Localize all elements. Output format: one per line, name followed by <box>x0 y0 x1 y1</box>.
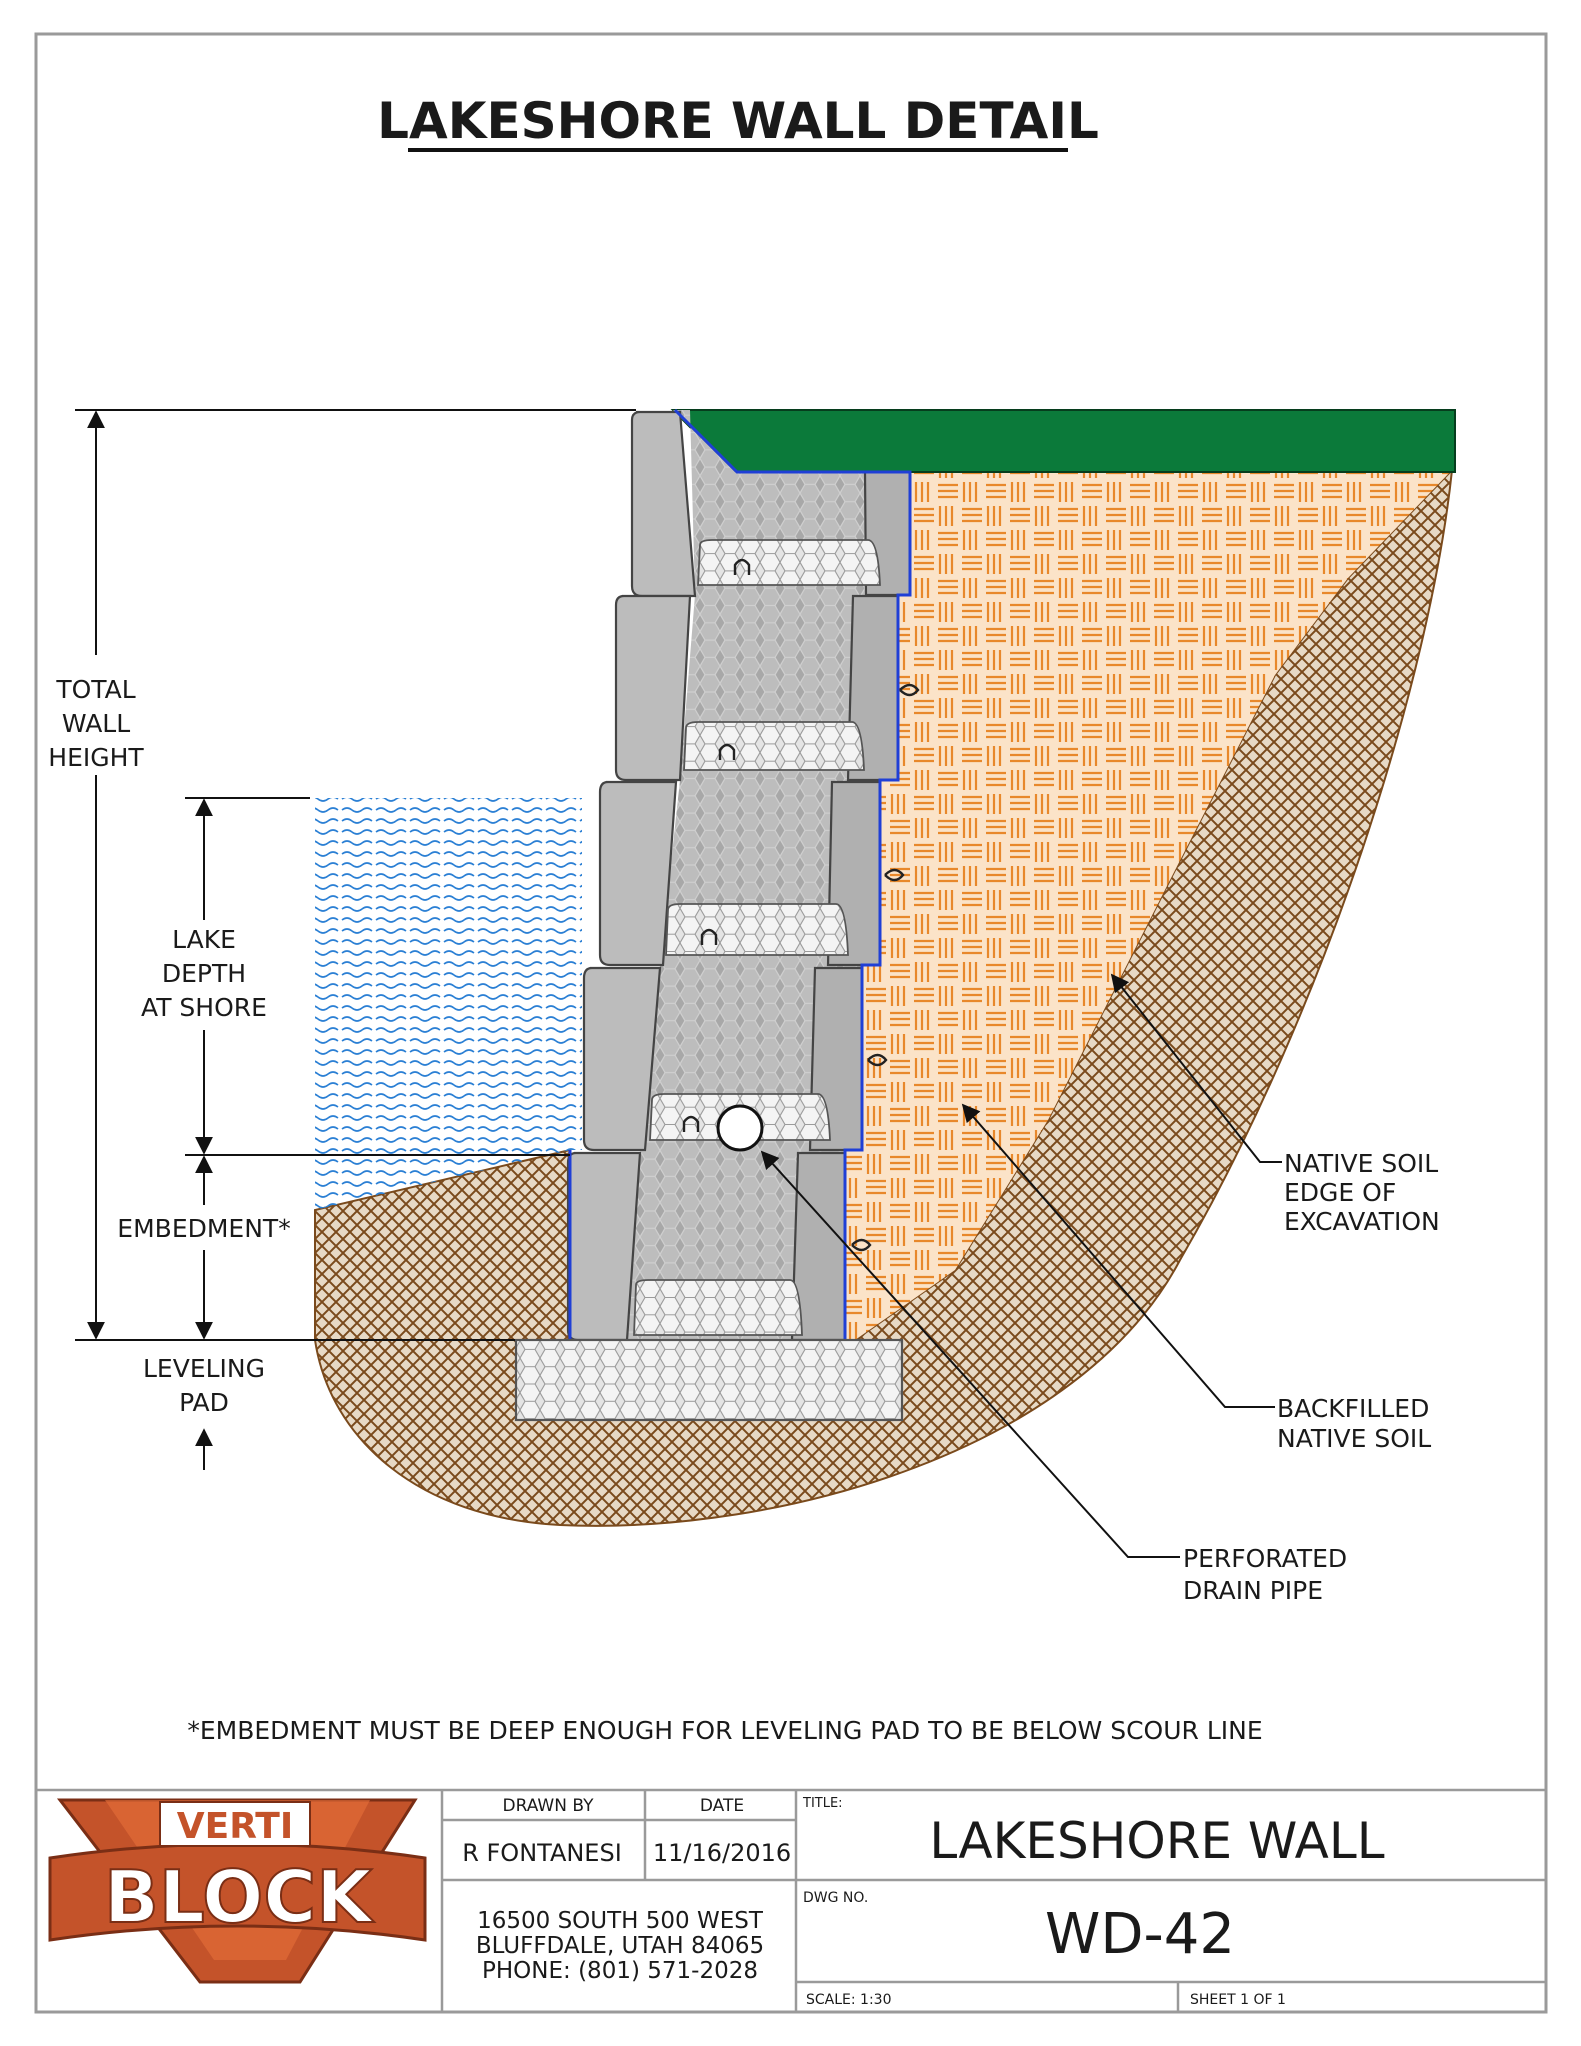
label-line: LAKE <box>172 925 236 954</box>
drawn-by-value: R FONTANESI <box>462 1839 622 1867</box>
dwg-no-label: DWG NO. <box>803 1890 869 1906</box>
label-line: BACKFILLED <box>1277 1394 1430 1423</box>
drawing-title: LAKESHORE WALL DETAIL <box>377 92 1099 150</box>
perforated-drain-pipe-label <box>1183 1544 1347 1605</box>
grass-top <box>673 410 1455 472</box>
date-label: DATE <box>699 1796 745 1816</box>
label-line: HEIGHT <box>48 743 144 772</box>
label-line: LEVELING <box>143 1354 265 1383</box>
logo-top-text: VERTI <box>176 1806 294 1847</box>
scale-text: SCALE: 1:30 <box>806 1992 892 2008</box>
lake-water <box>315 798 582 1210</box>
address-line: BLUFFDALE, UTAH 84065 <box>475 1933 765 1959</box>
embedment-footnote: *EMBEDMENT MUST BE DEEP ENOUGH FOR LEVELING PAD TO BE BELOW SCOUR LINE <box>187 1716 1263 1745</box>
label-line: WALL <box>61 709 131 738</box>
label-line: PAD <box>179 1388 229 1417</box>
label-line: AT SHORE <box>141 993 267 1022</box>
label-line: DRAIN PIPE <box>1183 1576 1324 1605</box>
label-line: EXCAVATION <box>1284 1207 1440 1236</box>
dwg-no-value: WD-42 <box>1045 1902 1235 1967</box>
backfilled-native-soil-label <box>1277 1394 1431 1453</box>
logo-main-text: BLOCK <box>103 1855 373 1939</box>
label-line: NATIVE SOIL <box>1277 1424 1432 1453</box>
label-line: NATIVE SOIL <box>1284 1149 1439 1178</box>
address-line: 16500 SOUTH 500 WEST <box>477 1908 763 1934</box>
date-value: 11/16/2016 <box>652 1839 792 1867</box>
embedment-label: EMBEDMENT* <box>117 1214 291 1243</box>
sheet-title: LAKESHORE WALL <box>929 1812 1385 1870</box>
title-label: TITLE: <box>803 1796 843 1811</box>
label-line: DEPTH <box>161 959 247 988</box>
sheet-number: SHEET 1 OF 1 <box>1190 1992 1286 2008</box>
drawn-by-label: DRAWN BY <box>502 1796 594 1816</box>
label-line: PERFORATED <box>1183 1544 1348 1573</box>
verti-block-logo <box>50 1800 425 1982</box>
leveling-pad <box>516 1340 902 1420</box>
native-soil-edge-label <box>1284 1149 1440 1236</box>
drain-pipe <box>718 1106 762 1150</box>
lake-depth-label <box>141 925 267 1022</box>
total-wall-height-label <box>48 675 144 772</box>
leveling-pad-label <box>143 1354 265 1417</box>
address-line: PHONE: (801) 571-2028 <box>482 1958 758 1984</box>
label-line: EDGE OF <box>1284 1178 1397 1207</box>
label-line: TOTAL <box>56 675 136 704</box>
